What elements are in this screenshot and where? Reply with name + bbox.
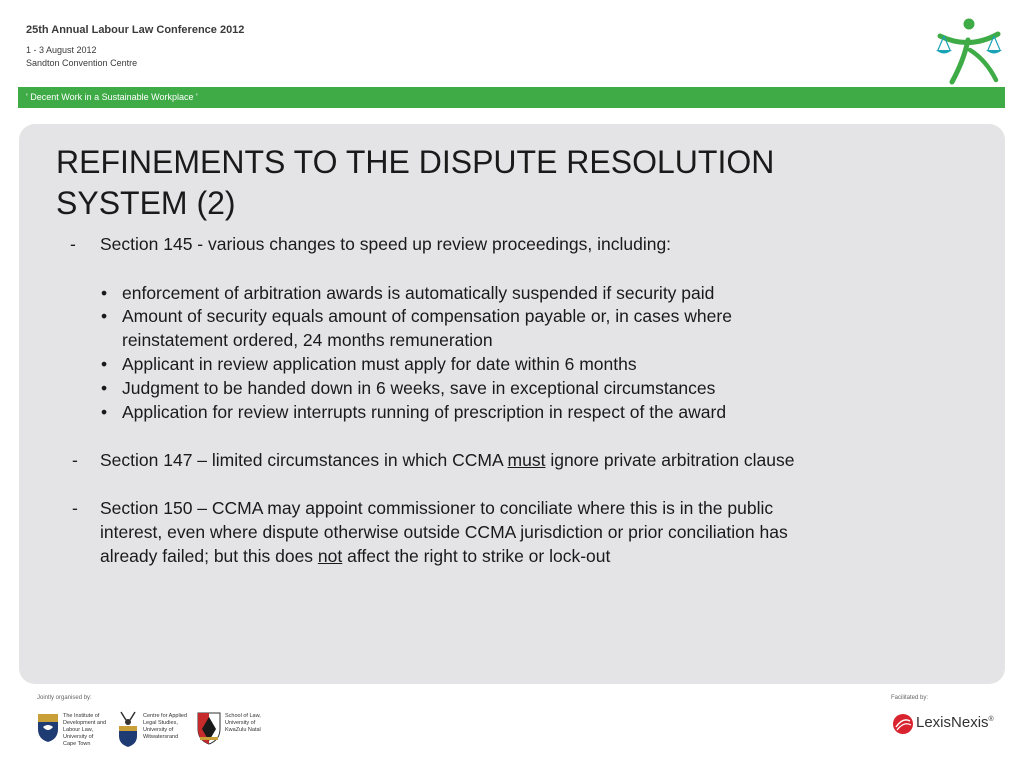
section-147-text-start: Section 147 – limited circumstances in which CCMA	[100, 450, 508, 470]
bullet-marker: •	[101, 354, 108, 374]
lexisnexis-logo-icon	[892, 713, 914, 735]
bullet-marker: •	[101, 283, 108, 303]
section-150-text-continued	[100, 546, 610, 567]
wits-crest-icon	[116, 709, 140, 749]
bullet-text: Applicant in review application must apply for date within 6 months	[122, 354, 637, 374]
institution-uct-name: The Institute of Development and Labour Law, University of Cape Town	[63, 713, 107, 747]
section-150-text-continued: interest, even where dispute otherwise outside CCMA jurisdiction or prior conciliation has	[100, 522, 788, 542]
section-150-text: Section 150 – CCMA may appoint commissioner to conciliate where this is in the public	[100, 498, 774, 518]
institution-wits-name: Centre for Applied Legal Studies, University of Witwatersrand	[143, 713, 188, 740]
uct-crest-icon	[37, 713, 59, 743]
section-147-text	[100, 450, 795, 471]
slide-title	[56, 142, 936, 224]
bullet-text: Application for review interrupts running of prescription in respect of the award	[122, 402, 727, 422]
slide-title-line-2: SYSTEM (2)	[56, 185, 236, 221]
conference-title: 25th Annual Labour Law Conference 2012	[26, 24, 245, 36]
bullet-marker: •	[101, 402, 108, 422]
conference-header	[0, 0, 1024, 86]
conference-date: 1 - 3 August 2012	[26, 45, 97, 55]
item-dash: -	[70, 234, 76, 254]
section-150-text-end: affect the right to strike or lock-out	[342, 546, 611, 566]
section-150-text-start: already failed; but this does	[100, 546, 318, 566]
section-145-text: Section 145 - various changes to speed up review proceedings, including:	[100, 234, 672, 254]
item-dash: -	[72, 450, 78, 470]
justice-figure-logo-icon	[934, 14, 1006, 86]
lexisnexis-wordmark	[916, 714, 994, 731]
bullet-text: Judgment to be handed down in 6 weeks, save in exceptional circumstances	[122, 378, 716, 398]
bullet-marker: •	[101, 378, 108, 398]
emphasis-not: not	[317, 546, 343, 566]
conference-venue: Sandton Convention Centre	[26, 58, 138, 68]
slide-title-line-1: REFINEMENTS TO THE DISPUTE RESOLUTION	[56, 144, 775, 180]
bullet-text-continued: reinstatement ordered, 24 months remuneration	[122, 330, 493, 350]
facilitated-by-label: Facilitated by:	[891, 695, 929, 701]
emphasis-must: must	[507, 450, 546, 470]
bullet-marker: •	[101, 306, 108, 326]
ukzn-crest-icon	[196, 711, 222, 745]
jointly-organised-label: Jointly organised by:	[37, 695, 92, 701]
item-dash: -	[72, 498, 78, 518]
bullet-text: enforcement of arbitration awards is automatically suspended if security paid	[122, 283, 715, 303]
section-147-text-end: ignore private arbitration clause	[545, 450, 795, 470]
lexisnexis-name: LexisNexis	[916, 714, 989, 731]
registered-mark: ®	[988, 716, 994, 723]
conference-tagline: ' Decent Work in a Sustainable Workplace '	[26, 92, 198, 102]
institution-ukzn-name: School of Law, University of KwaZulu Natal	[225, 713, 261, 733]
bullet-text: Amount of security equals amount of compensation payable or, in cases where	[122, 306, 732, 326]
